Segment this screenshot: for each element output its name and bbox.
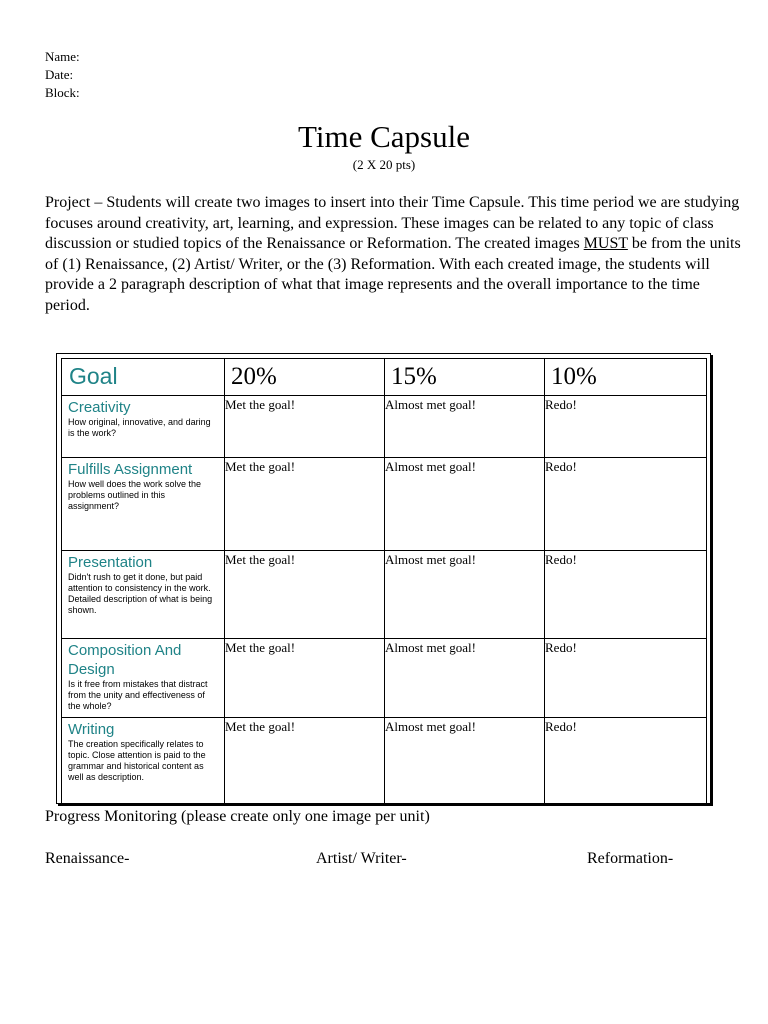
score-10-cell: Redo! [545,639,707,718]
intro-text-2: be from the units of (1) Renaissance, (2) Artist/ Writer, or the (3) Reformation. With each created image, the students will provide a 2 paragraph description of what that image represents and the overall importance to the time period. [45,235,741,314]
rubric-row [62,639,707,718]
intro-emphasis: MUST [583,235,628,253]
header-20-percent: 20% [225,359,385,396]
unit-renaissance-label: Renaissance- [45,850,130,867]
unit-artist-writer-label: Artist/ Writer- [316,850,407,867]
score-20-cell: Met the goal! [225,718,385,806]
score-15-cell: Almost met goal! [385,551,545,639]
criterion-name: Composition And Design [68,642,182,678]
intro-text-1: Project – Students will create two images to insert into their Time Capsule. This time period we are studying focuses around creativity, art, learning, and expression. These images can be related to any topic of class discussion or studied topics of the Renaissance or Reformation. The created images [45,194,740,253]
score-10-cell: Redo! [545,458,707,551]
rubric-row [62,551,707,639]
rubric-frame [56,353,711,804]
criterion-description: Didn't rush to get it done, but paid attention to consistency in the work. Detailed description of what is being shown. [68,572,213,615]
criterion-description: How original, innovative, and daring is the work? [68,417,211,438]
score-15-cell: Almost met goal! [385,396,545,458]
unit-reformation-label: Reformation- [587,850,674,867]
criterion-cell [62,458,225,551]
header-15-percent: 15% [385,359,545,396]
rubric-header-row [62,359,707,396]
criterion-description: The creation specifically relates to topic. Close attention is paid to the grammar and historical content as well as description. [68,739,206,782]
score-20-cell: Met the goal! [225,551,385,639]
score-15-cell: Almost met goal! [385,458,545,551]
score-20-cell: Met the goal! [225,396,385,458]
project-description [45,193,745,317]
date-label: Date: [45,67,74,82]
criterion-description: Is it free from mistakes that distract from the unity and effectiveness of the whole? [68,679,208,711]
rubric-row [62,396,707,458]
criterion-cell [62,396,225,458]
name-label: Name: [45,49,80,64]
criterion-name: Writing [68,721,115,738]
score-10-cell: Redo! [545,551,707,639]
criterion-name: Fulfills Assignment [68,461,193,478]
criterion-cell [62,551,225,639]
rubric-row [62,718,707,806]
score-15-cell: Almost met goal! [385,718,545,806]
student-info-fields [45,48,80,102]
score-20-cell: Met the goal! [225,639,385,718]
score-10-cell: Redo! [545,396,707,458]
header-10-percent: 10% [545,359,707,396]
rubric-table [61,358,707,806]
score-15-cell: Almost met goal! [385,639,545,718]
page-title: Time Capsule [298,119,470,154]
criterion-description: How well does the work solve the problems outlined in this assignment? [68,479,202,511]
criterion-name: Creativity [68,399,131,416]
progress-monitoring-heading: Progress Monitoring (please create only one image per unit) [45,808,430,825]
block-label: Block: [45,85,80,100]
criterion-cell [62,718,225,806]
header-goal: Goal [62,359,225,396]
rubric-row [62,458,707,551]
score-20-cell: Met the goal! [225,458,385,551]
page-subtitle: (2 X 20 pts) [352,157,416,172]
score-10-cell: Redo! [545,718,707,806]
criterion-cell [62,639,225,718]
criterion-name: Presentation [68,554,153,571]
